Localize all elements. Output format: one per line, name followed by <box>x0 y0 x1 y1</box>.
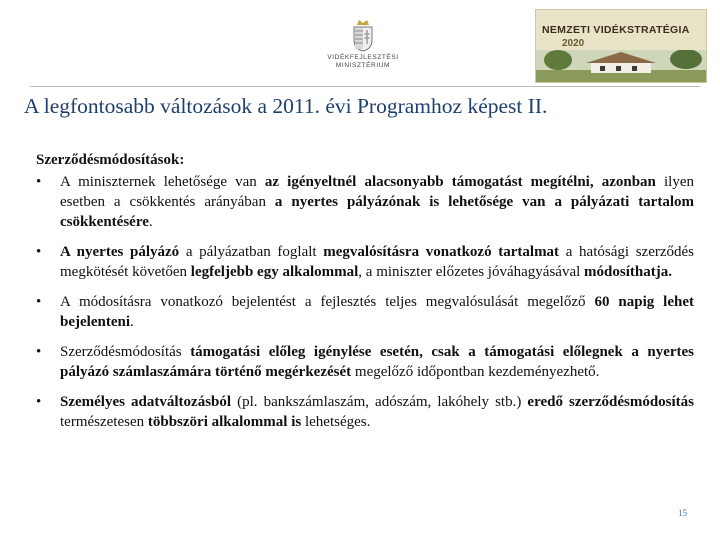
emphasis-text: többszöri alkalommal is <box>147 414 302 430</box>
ministry-line-2: MINISZTÉRIUM <box>335 62 391 69</box>
emphasis-text: Személyes adatváltozásból <box>60 394 232 410</box>
emphasis-text: az igényeltnél alacsonyabb támogatást megítélni, azonban <box>264 174 656 190</box>
bullet-icon: • <box>36 244 42 260</box>
body-text: (pl. bankszámlaszám, adószám, lakóhely stb.) <box>231 394 528 410</box>
village-landscape-icon <box>536 50 706 82</box>
body-text: . <box>129 314 134 330</box>
bullet-list <box>36 172 694 432</box>
ministry-logo <box>318 18 408 70</box>
body-text: természetesen <box>60 414 148 430</box>
body-text: Szerződésmódosítás <box>60 344 191 360</box>
body-text: A módosításra vonatkozó bejelentést a fejlesztés teljes megvalósulását megelőző <box>60 294 595 310</box>
hungarian-coat-of-arms-icon <box>350 18 376 52</box>
emphasis-text: 60 napig lehet bejelenteni <box>60 294 694 330</box>
banner-year: 2020 <box>562 38 585 49</box>
body-text: , a miniszter előzetes jóváhagyásával <box>358 264 585 280</box>
bullet-icon: • <box>36 294 42 310</box>
emphasis-text: módosíthatja. <box>584 264 672 280</box>
emphasis-text: legfeljebb egy alkalommal <box>190 264 359 280</box>
body-text: ilyen esetben a csökkentés arányában <box>60 174 694 210</box>
strategy-banner <box>535 9 707 83</box>
page-number: 15 <box>678 508 687 518</box>
emphasis-text: eredő szerződésmódosítás <box>527 394 695 410</box>
body-text: A miniszternek lehetősége van <box>60 174 265 190</box>
body-text: megelőző időpontban kezdeményezhető. <box>351 364 600 380</box>
list-item <box>36 392 694 432</box>
slide-body <box>36 150 694 442</box>
emphasis-text: A nyertes pályázó <box>60 244 180 260</box>
slide-title: A legfontosabb változások a 2011. évi Programhoz képest II. <box>24 94 548 118</box>
body-text: a hatósági szerződés megkötését követően <box>60 244 695 280</box>
list-item <box>36 292 694 332</box>
banner-title: NEMZETI VIDÉKSTRATÉGIA <box>542 24 690 36</box>
header-divider <box>30 86 700 87</box>
bullet-icon: • <box>36 344 42 360</box>
bullet-icon: • <box>36 174 42 190</box>
body-text: . <box>148 214 153 230</box>
emphasis-text: a nyertes pályázónak is lehetősége van a pályázati tartalom csökkentésére <box>60 194 695 230</box>
list-item <box>36 172 694 232</box>
list-item <box>36 242 694 282</box>
emphasis-text: támogatási előleg igénylése esetén, csak a támogatási előlegnek a nyertes pályázó számlaszámára történő megérkezését <box>60 344 695 380</box>
body-text: a pályázatban foglalt <box>179 244 324 260</box>
body-text: lehetséges. <box>301 414 371 430</box>
bullet-icon: • <box>36 394 42 410</box>
emphasis-text: megvalósításra vonatkozó tartalmat <box>323 244 560 260</box>
list-item <box>36 342 694 382</box>
subheading: Szerződésmódosítások: <box>36 152 185 168</box>
ministry-line-1: VIDÉKFEJLESZTÉSI <box>327 54 399 61</box>
